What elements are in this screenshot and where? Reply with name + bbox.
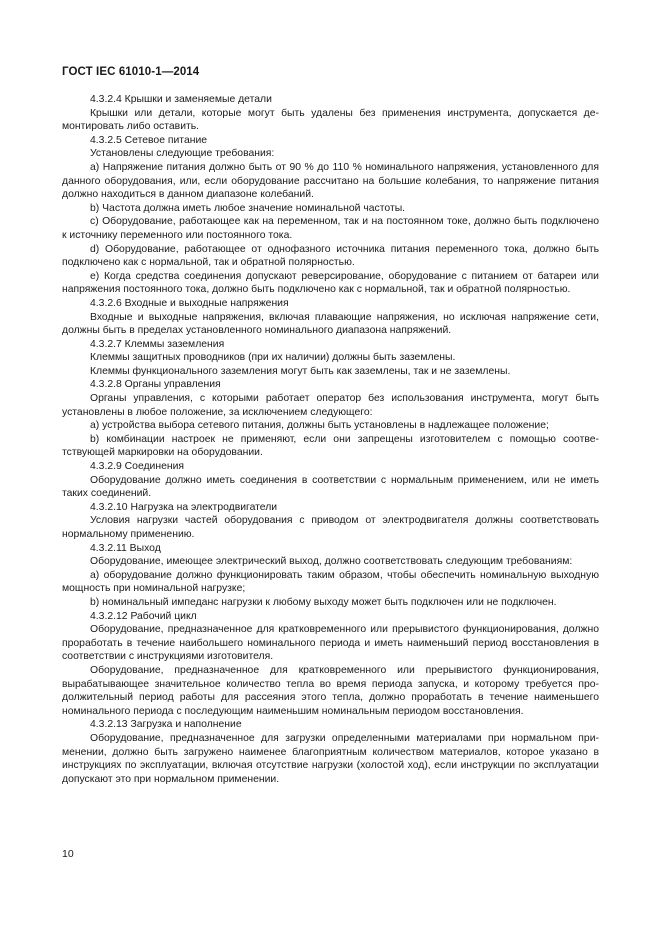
paragraph: Оборудование, предназначенное для кратковременного или прерывистого функционирования, вырабатывающее значительное количество тепла во время периода запуска, и которому требуется продолжительный период работы для рассеяния этого тепла, должно проработать в течение наименьшего номинального периода с последующим наименьшим номинальным периодом восстановления. <box>62 664 599 717</box>
list-item: c) Оборудование, работающее как на переменном, так и на постоянном токе, должно быть подключено к источнику переменного или постоянного тока. <box>62 216 599 241</box>
section-heading: 4.3.2.5 Сетевое питание <box>90 134 208 146</box>
list-item: b) Частота должна иметь любое значение номинальной частоты. <box>90 202 406 214</box>
paragraph: Входные и выходные напряжения, включая плавающие напряжения, но исключая напряжение сети, должны быть в пределах установленного номинального диапазона напряжений. <box>62 311 599 337</box>
paragraph: Оборудование должно иметь соединения в соответствии с нормальным применением, или не иметь таких соединений. <box>62 474 599 500</box>
section-heading: 4.3.2.9 Соединения <box>90 461 185 473</box>
list-item: a) Напряжение питания должно быть от 90 % до 110 % номинального напряжения, установленного для данного оборудования, или, если оборудование рассчитано на большие колебания, то напряжение питания должно находиться в данном диапазоне колебаний. <box>62 161 599 201</box>
document-header: ГОСТ IEC 61010-1—2014 <box>62 66 200 78</box>
section-heading: 4.3.2.6 Входные и выходные напряжения <box>90 297 289 309</box>
list-item: d) Оборудование, работающее от однофазного источника питания переменного тока, должно быть подключено как с нормальной, так и обратной полярностью. <box>62 243 599 269</box>
section-heading: 4.3.2.13 Загрузка и наполнение <box>90 719 242 731</box>
paragraph: Органы управления, с которыми работает оператор без использования инструмента, могут быть установлены в любое положение, за исключением следующего: <box>62 393 599 418</box>
section-heading: 4.3.2.12 Рабочий цикл <box>90 610 197 622</box>
paragraph: Крышки или детали, которые могут быть удалены без применения инструмента, допускается демонтировать либо оставить. <box>62 107 599 133</box>
paragraph: Клеммы защитных проводников (при их наличии) должны быть заземлены. <box>90 352 456 364</box>
list-item: a) оборудование должно функционировать таким образом, чтобы обеспечить номинальную выходную мощность при номинальной нагрузке; <box>62 569 599 595</box>
section-heading: 4.3.2.4 Крышки и заменяемые детали <box>90 94 272 105</box>
document-body <box>62 93 599 786</box>
paragraph: Клеммы функционального заземления могут быть как заземлены, так и не заземлены. <box>90 365 511 377</box>
paragraph: Оборудование, предназначенное для кратковременного или прерывистого функционирования, должно проработать в течение наибольшего номинального периода и иметь наименьший период восстановления в соответствии с инструкциями изготовителя. <box>62 624 599 663</box>
page-number: 10 <box>62 848 74 860</box>
section-heading: 4.3.2.10 Нагрузка на электродвигатели <box>90 501 278 513</box>
section-heading: 4.3.2.8 Органы управления <box>90 379 221 391</box>
paragraph: Оборудование, предназначенное для загрузки определенными материалами при нормальном применении, должно быть загружено наименее благоприятным количеством материалов, которое указано в инструкциях по эксплуатации, включая отсутствие нагрузки (холостой ход), если инструкции по эксплуатации допускают это при нормальном применении. <box>62 732 599 785</box>
list-item: b) комбинации настроек не применяют, если они запрещены изготовителем с помощью соответствующей маркировки на оборудовании. <box>62 433 599 459</box>
section-heading: 4.3.2.11 Выход <box>90 542 161 554</box>
list-item: a) устройства выбора сетевого питания, должны быть установлены в надлежащее положение; <box>90 420 549 432</box>
section-heading: 4.3.2.7 Клеммы заземления <box>90 338 225 350</box>
paragraph: Условия нагрузки частей оборудования с приводом от электродвигателя должны соответствовать нормальному применению. <box>62 515 599 540</box>
list-item: b) номинальный импеданс нагрузки к любому выходу может быть подключен или не подключен. <box>90 596 557 608</box>
paragraph: Оборудование, имеющее электрический выход, должно соответствовать следующим требованиям: <box>90 556 573 568</box>
paragraph: Установлены следующие требования: <box>90 148 275 160</box>
list-item: e) Когда средства соединения допускают реверсирование, оборудование с питанием от батареи или напряжения постоянного тока, должно быть подключено как с нормальной, так и обратной полярностью. <box>62 270 599 296</box>
